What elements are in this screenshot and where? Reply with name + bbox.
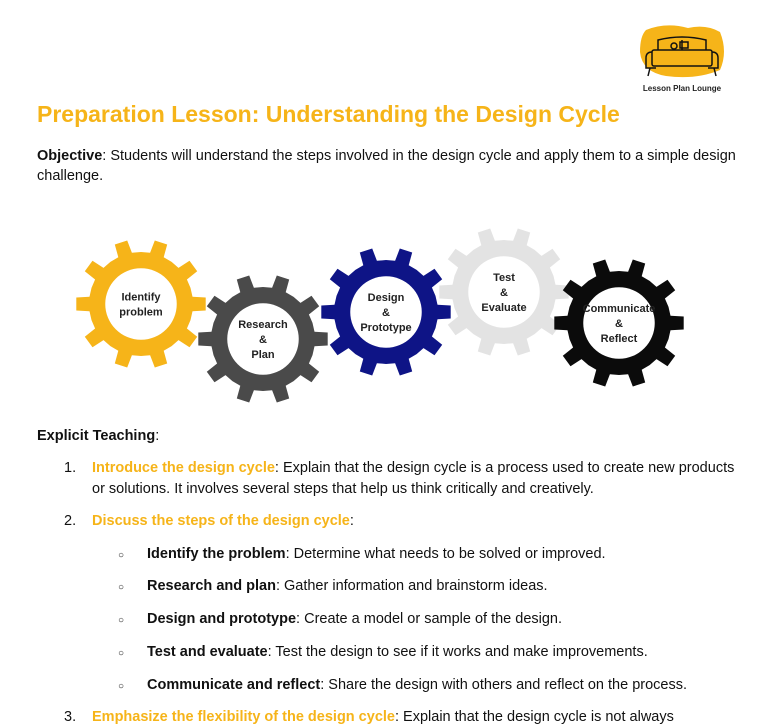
step-text: : — [349, 513, 354, 529]
substep-text: : Create a model or sample of the design. — [296, 611, 563, 627]
step-item-2 — [64, 511, 744, 532]
step-number: 1. — [64, 460, 77, 476]
explicit-teaching-label: Explicit Teaching — [37, 428, 156, 444]
objective-paragraph — [37, 146, 737, 186]
substep-text: : Test the design to see if it works and make improvements. — [267, 644, 648, 660]
gear-hub — [105, 268, 177, 340]
substep-bold: Communicate and reflect — [147, 677, 321, 693]
design-cycle-gears-diagram — [70, 222, 700, 412]
bullet-icon: ○ — [118, 615, 125, 626]
step-item-1 — [64, 458, 744, 500]
gear-label: & — [500, 287, 508, 299]
gear-label: Plan — [251, 349, 275, 361]
substep-bold: Identify the problem — [147, 546, 286, 562]
gear-label: Identify — [121, 291, 161, 304]
page-title: Preparation Lesson: Understanding the Design Cycle — [37, 101, 620, 127]
step-highlight: Emphasize the flexibility of the design cycle — [92, 709, 395, 725]
substep-text: : Share the design with others and reflect on the process. — [320, 677, 687, 693]
substep-item — [118, 675, 758, 695]
gear-label: Prototype — [360, 322, 412, 334]
bullet-icon: ○ — [118, 582, 125, 593]
step-highlight: Introduce the design cycle — [92, 460, 275, 476]
substep-bold: Design and prototype — [147, 611, 297, 627]
gear-label: Research — [238, 319, 288, 331]
gear-label: Test — [493, 272, 515, 284]
gear-label: & — [382, 307, 390, 319]
step-number: 3. — [64, 709, 77, 725]
gear-label: problem — [119, 306, 163, 319]
gear-label: Reflect — [600, 333, 638, 345]
objective-label: Objective — [37, 148, 103, 164]
substep-item — [118, 642, 758, 662]
bullet-icon: ○ — [118, 648, 125, 659]
objective-text: : Students will understand the steps involved in the design cycle and apply them to a simple design challenge. — [37, 148, 736, 184]
gear-2 — [198, 276, 327, 403]
step-highlight: Discuss the steps of the design cycle — [92, 513, 350, 529]
substep-text: : Gather information and brainstorm ideas. — [275, 578, 548, 594]
substep-bold: Research and plan — [147, 578, 276, 594]
substep-item — [118, 544, 758, 564]
explicit-teaching-heading: Explicit Teaching: — [37, 428, 160, 444]
gear-label: Communicate — [582, 303, 656, 315]
gear-label: & — [259, 334, 267, 346]
substep-item — [118, 576, 758, 596]
substep-bold: Test and evaluate — [147, 644, 268, 660]
step-text: : Explain that the design cycle is not always — [394, 709, 674, 725]
bullet-icon: ○ — [118, 681, 125, 692]
bullet-icon: ○ — [118, 550, 125, 561]
gear-5 — [554, 260, 683, 387]
gear-4 — [439, 229, 568, 356]
step-text: : Explain that the design cycle is a process used to create new products or solutions. It involves several steps that help us think critically and creatively. — [92, 460, 735, 497]
gear-3 — [321, 249, 450, 376]
step-number: 2. — [64, 513, 77, 529]
gear-label: Evaluate — [481, 302, 527, 314]
substep-text: : Determine what needs to be solved or improved. — [285, 546, 606, 562]
substep-item — [118, 609, 758, 629]
gear-label: & — [615, 318, 623, 330]
gear-label: Design — [367, 292, 405, 304]
logo-text: Lesson Plan Lounge — [642, 84, 722, 93]
gear-1 — [76, 241, 205, 368]
step-item-3 — [64, 707, 744, 728]
